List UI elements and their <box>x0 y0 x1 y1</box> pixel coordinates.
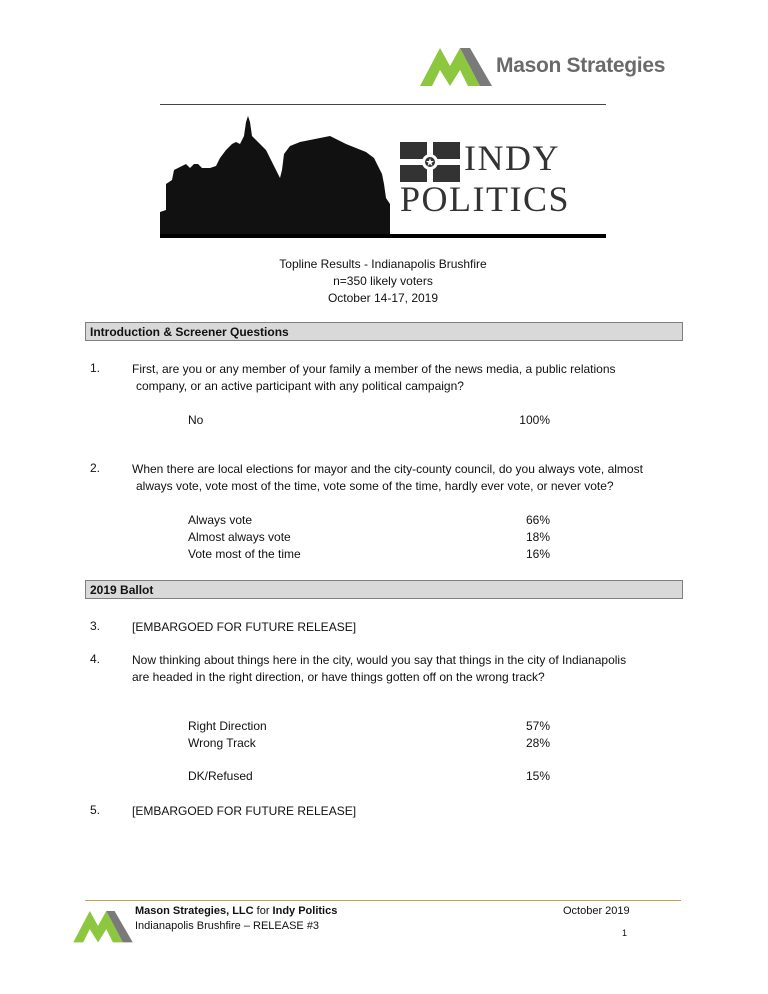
banner-title-line1: INDY <box>464 138 560 178</box>
answer-value: 100% <box>519 413 550 427</box>
footer-credit <box>135 904 337 919</box>
answer-label: Right Direction <box>188 719 267 733</box>
answer-label: Wrong Track <box>188 736 256 750</box>
question-text: [EMBARGOED FOR FUTURE RELEASE] <box>132 620 357 634</box>
mason-mountain-icon <box>72 906 134 944</box>
banner-underline <box>160 234 606 238</box>
skyline-silhouette-icon <box>160 114 390 238</box>
footer-release: Indianapolis Brushfire – RELEASE #3 <box>135 920 320 932</box>
header-divider <box>160 104 606 105</box>
answer-label: Vote most of the time <box>188 547 301 561</box>
answer-value: 57% <box>525 719 550 733</box>
page-number: 1 <box>622 928 628 938</box>
question-number: 5. <box>90 803 101 817</box>
section-header-ballot: 2019 Ballot <box>85 580 683 599</box>
footer-client: Indy Politics <box>272 905 338 917</box>
question-text-line: First, are you or any member of your family a member of the news media, a public relations <box>132 362 616 376</box>
question-text-line: Now thinking about things here in the city, would you say that things in the city of Indianapolis <box>132 653 627 667</box>
answer-label: Always vote <box>188 513 253 527</box>
question-text-line: When there are local elections for mayor and the city-county council, do you always vote, almost <box>132 462 643 476</box>
report-sample-size: n=350 likely voters <box>333 274 433 288</box>
question-text <box>132 361 672 395</box>
indianapolis-flag-icon <box>400 142 460 182</box>
mason-strategies-logo <box>420 42 680 92</box>
question-text-line: are headed in the right direction, or have things gotten off on the wrong track? <box>132 670 545 684</box>
footer-divider <box>85 900 681 901</box>
report-dates: October 14-17, 2019 <box>327 291 439 305</box>
banner-title-line2: POLITICS <box>400 179 571 219</box>
indy-politics-banner <box>160 114 606 238</box>
report-title-line1: Topline Results - Indianapolis Brushfire <box>279 257 487 271</box>
question-number: 2. <box>90 461 101 475</box>
report-title <box>160 256 606 307</box>
question-text-line: company, or an active participant with any political campaign? <box>136 379 464 393</box>
question-text <box>132 461 672 495</box>
question-text-line: always vote, vote most of the time, vote some of the time, hardly ever vote, or never vote? <box>136 479 614 493</box>
answer-label: No <box>188 413 204 427</box>
section-header-intro: Introduction & Screener Questions <box>85 322 683 341</box>
footer-for: for <box>256 905 270 917</box>
answer-value: 18% <box>525 530 550 544</box>
answer-label: DK/Refused <box>188 769 253 783</box>
question-text <box>132 652 672 686</box>
mason-mountain-icon <box>420 42 492 88</box>
question-number: 1. <box>90 361 101 375</box>
footer-company: Mason Strategies, LLC <box>135 905 254 917</box>
answer-value: 15% <box>525 769 550 783</box>
answer-value: 16% <box>525 547 550 561</box>
footer-date: October 2019 <box>563 905 630 917</box>
question-text: [EMBARGOED FOR FUTURE RELEASE] <box>132 804 357 818</box>
question-number: 4. <box>90 652 101 666</box>
answer-value: 28% <box>525 736 550 750</box>
answer-label: Almost always vote <box>188 530 291 544</box>
answer-value: 66% <box>525 513 550 527</box>
brand-name: Mason Strategies <box>496 54 666 77</box>
question-number: 3. <box>90 619 101 633</box>
